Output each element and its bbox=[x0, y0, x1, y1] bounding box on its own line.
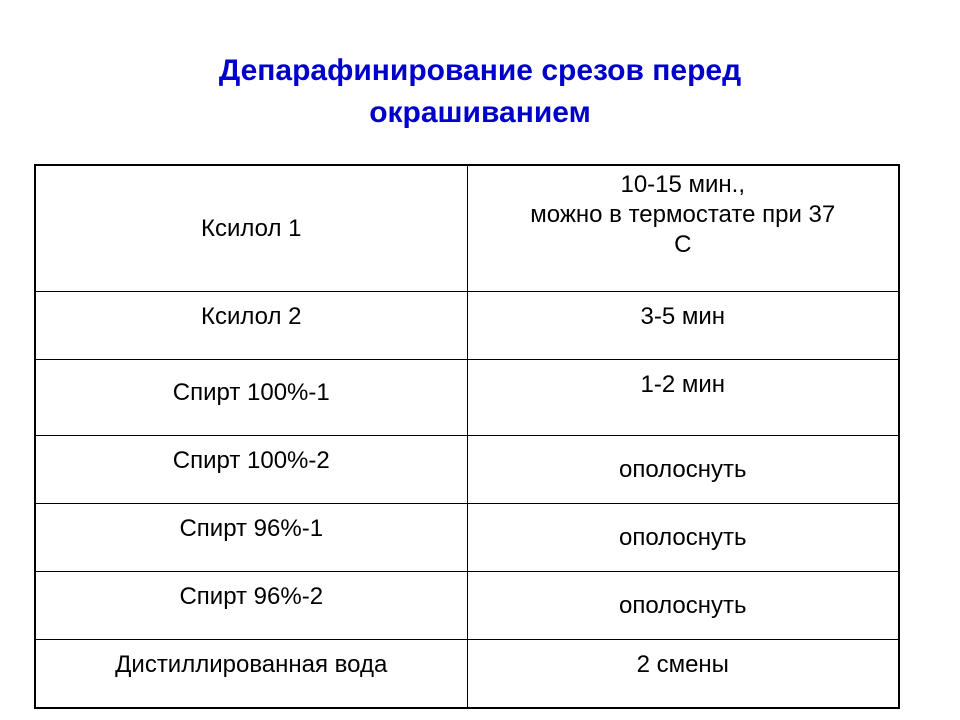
reagent-cell: Спирт 96%-2 bbox=[35, 572, 467, 640]
table-row bbox=[35, 504, 899, 572]
title-line-1: Депарафинирование срезов перед bbox=[218, 54, 742, 87]
reagent-cell: Спирт 100%-1 bbox=[35, 360, 467, 436]
title-line-2: окрашиванием bbox=[369, 96, 591, 129]
time-cell: ополоснуть bbox=[467, 572, 899, 640]
table-row bbox=[35, 165, 899, 292]
table-row bbox=[35, 640, 899, 709]
time-cell bbox=[467, 165, 899, 292]
time-cell: 1-2 мин bbox=[467, 360, 899, 436]
deparaffinization-table bbox=[34, 164, 900, 709]
time-cell: ополоснуть bbox=[467, 436, 899, 504]
table-row bbox=[35, 572, 899, 640]
reagent-cell: Ксилол 2 bbox=[35, 292, 467, 360]
table-row bbox=[35, 292, 899, 360]
time-cell: 3-5 мин bbox=[467, 292, 899, 360]
time-cell: 2 смены bbox=[467, 640, 899, 709]
reagent-cell: Спирт 96%-1 bbox=[35, 504, 467, 572]
reagent-cell: Ксилол 1 bbox=[35, 165, 467, 292]
time-line: 10-15 мин., bbox=[620, 171, 746, 198]
reagent-cell: Дистиллированная вода bbox=[35, 640, 467, 709]
time-line: можно в термостате при 37 bbox=[530, 201, 836, 228]
reagent-cell: Спирт 100%-2 bbox=[35, 436, 467, 504]
slide-title bbox=[0, 50, 960, 134]
time-line: С bbox=[674, 231, 692, 258]
table-row bbox=[35, 360, 899, 436]
time-cell: ополоснуть bbox=[467, 504, 899, 572]
table-row bbox=[35, 436, 899, 504]
